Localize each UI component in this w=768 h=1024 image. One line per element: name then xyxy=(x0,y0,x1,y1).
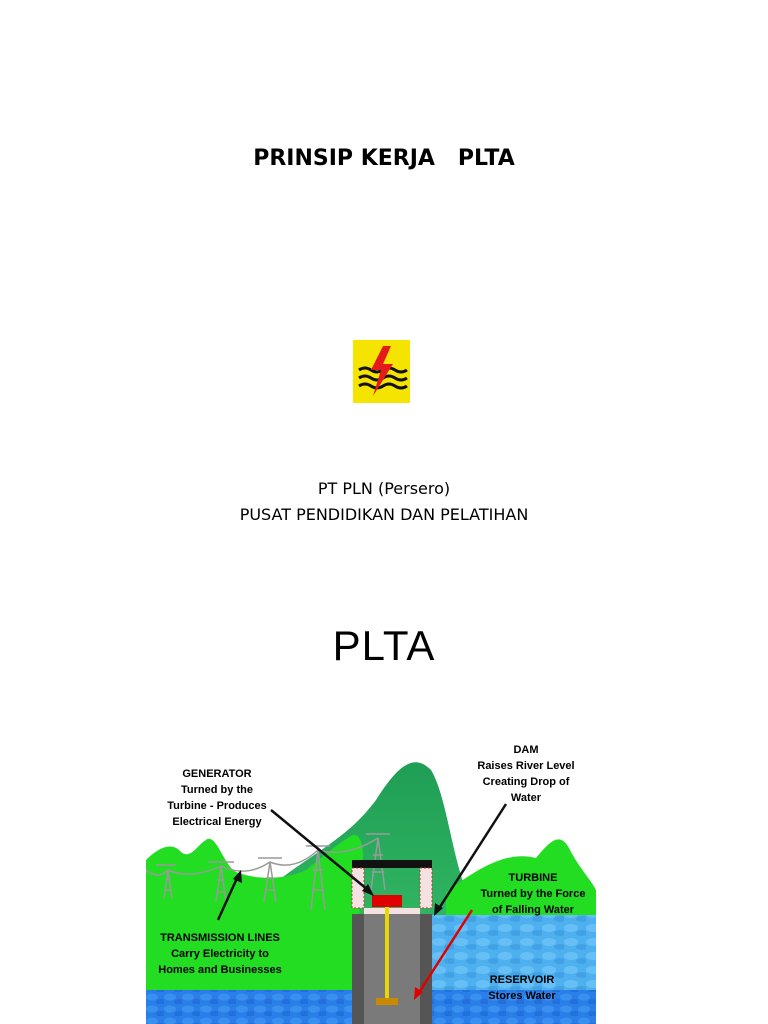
section-title: PLTA xyxy=(332,622,436,669)
powerhouse-floor xyxy=(364,908,420,914)
slide-title: PRINSIP KERJA PLTA xyxy=(253,146,515,171)
turbine-label xyxy=(466,870,600,918)
generator-line1: Turned by the xyxy=(181,784,253,796)
generator-unit xyxy=(372,895,402,907)
powerhouse-roof xyxy=(352,860,432,868)
turbine-shaft xyxy=(385,907,389,999)
turbine-heading: TURBINE xyxy=(508,872,558,884)
reservoir-line1: Stores Water xyxy=(488,990,556,1002)
generator-line3: Electrical Energy xyxy=(172,816,262,828)
powerhouse-wall-right xyxy=(420,868,432,908)
generator-label xyxy=(148,766,286,830)
dam-label xyxy=(458,742,594,806)
org-unit: PUSAT PENDIDIKAN DAN PELATIHAN xyxy=(239,505,529,524)
transmission-line2: Homes and Businesses xyxy=(158,964,282,976)
pln-logo-icon xyxy=(353,340,410,403)
hydro-diagram xyxy=(146,740,596,1024)
dam-line1: Raises River Level xyxy=(477,760,575,772)
shaft-interior xyxy=(364,914,420,1024)
reservoir-heading: RESERVOIR xyxy=(489,974,555,986)
dam-heading: DAM xyxy=(513,744,539,756)
reservoir-label xyxy=(472,972,572,1004)
org-name: PT PLN (Persero) xyxy=(317,479,451,498)
powerhouse-wall-left xyxy=(352,868,364,908)
transmission-heading: TRANSMISSION LINES xyxy=(160,932,280,944)
transmission-label xyxy=(146,930,294,978)
turbine-unit xyxy=(376,998,398,1005)
transmission-line1: Carry Electricity to xyxy=(171,948,269,960)
generator-line2: Turbine - Produces xyxy=(167,800,267,812)
dam-line3: Water xyxy=(510,792,542,804)
turbine-line1: Turned by the Force xyxy=(480,888,586,900)
dam-line2: Creating Drop of xyxy=(482,776,570,788)
generator-heading: GENERATOR xyxy=(182,768,252,780)
turbine-line2: of Falling Water xyxy=(491,904,575,916)
